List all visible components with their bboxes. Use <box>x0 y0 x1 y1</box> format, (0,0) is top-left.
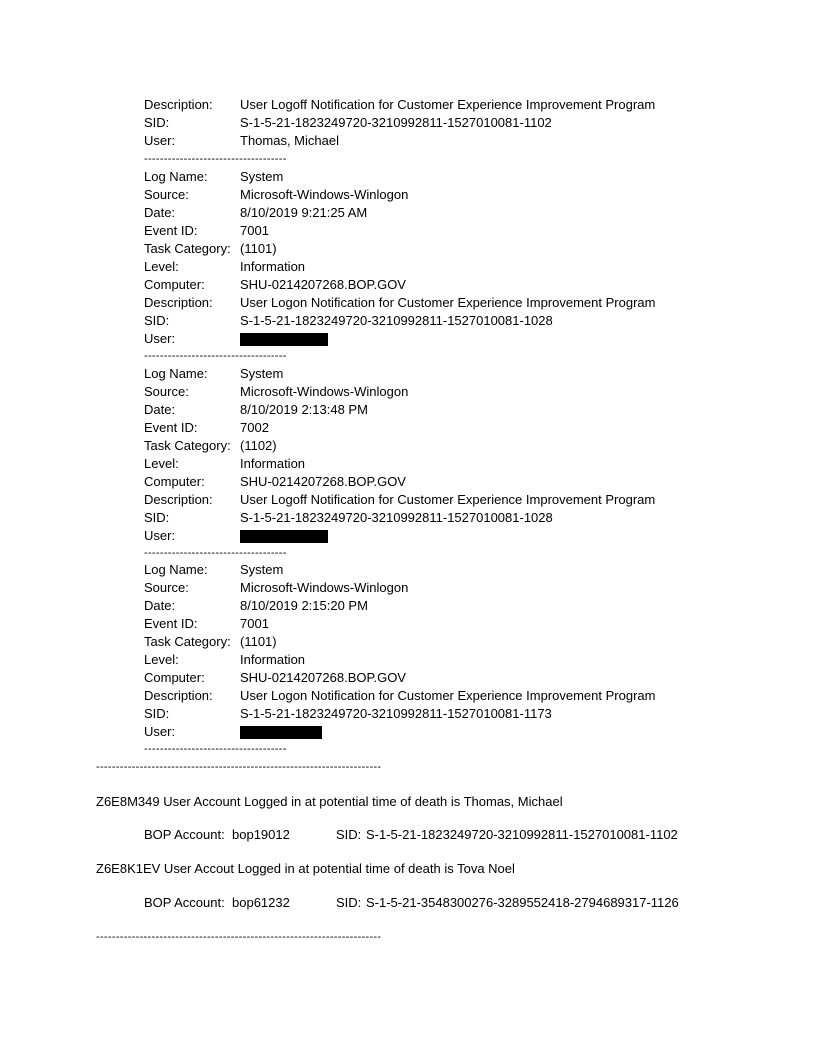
field-value: System <box>240 562 284 577</box>
field-label: Description: <box>144 295 213 310</box>
field-label: User: <box>144 331 176 346</box>
bop-account-value: bop19012 <box>232 827 290 842</box>
field-label: Description: <box>144 97 213 112</box>
field-value: S-1-5-21-1823249720-3210992811-1527010081-1028 <box>240 313 553 328</box>
sid-label: SID: <box>336 895 362 910</box>
record-separator: ------------------------------------ <box>144 547 287 559</box>
field-label: SID: <box>144 510 170 525</box>
field-label: Log Name: <box>144 169 208 184</box>
field-value: 7001 <box>240 616 269 631</box>
field-value: (1102) <box>240 438 277 453</box>
field-value: Information <box>240 259 306 274</box>
field-value: S-1-5-21-1823249720-3210992811-1527010081-1028 <box>240 510 553 525</box>
field-value: 8/10/2019 9:21:25 AM <box>240 205 368 220</box>
field-label: Task Category: <box>144 241 231 256</box>
field-value: Information <box>240 456 306 471</box>
summary-heading: Z6E8M349 User Account Logged in at potential time of death is Thomas, Michael <box>96 794 563 809</box>
bop-account-label: BOP Account: <box>144 895 225 910</box>
field-value: 8/10/2019 2:15:20 PM <box>240 598 368 613</box>
field-label: Source: <box>144 580 189 595</box>
field-value: User Logon Notification for Customer Experience Improvement Program <box>240 688 656 703</box>
bop-account-value: bop61232 <box>232 895 290 910</box>
field-label: Source: <box>144 187 189 202</box>
field-label: Task Category: <box>144 438 231 453</box>
field-label: Level: <box>144 456 179 471</box>
field-value: Thomas, Michael <box>240 133 339 148</box>
summary-heading: Z6E8K1EV User Accout Logged in at potential time of death is Tova Noel <box>96 861 515 876</box>
sid-value: S-1-5-21-1823249720-3210992811-1527010081-1102 <box>366 827 678 842</box>
field-label: SID: <box>144 115 170 130</box>
field-value: S-1-5-21-1823249720-3210992811-1527010081-1102 <box>240 115 552 130</box>
field-label: Source: <box>144 384 189 399</box>
sid-value: S-1-5-21-3548300276-3289552418-2794689317-1126 <box>366 895 679 910</box>
field-value: Microsoft-Windows-Winlogon <box>240 384 409 399</box>
field-label: Event ID: <box>144 223 198 238</box>
field-value: SHU-0214207268.BOP.GOV <box>240 670 406 685</box>
field-value: (1101) <box>240 634 277 649</box>
sid-label: SID: <box>336 827 362 842</box>
field-label: Level: <box>144 652 179 667</box>
redaction-box <box>240 726 322 739</box>
field-label: User: <box>144 133 176 148</box>
field-label: Log Name: <box>144 562 208 577</box>
field-label: Computer: <box>144 277 205 292</box>
redaction-box <box>240 530 328 543</box>
field-value: SHU-0214207268.BOP.GOV <box>240 277 406 292</box>
field-value: Information <box>240 652 306 667</box>
field-label: Level: <box>144 259 179 274</box>
record-separator: ------------------------------------ <box>144 743 287 755</box>
field-value: System <box>240 366 284 381</box>
field-label: User: <box>144 724 176 739</box>
field-value: 7001 <box>240 223 269 238</box>
field-value: User Logon Notification for Customer Experience Improvement Program <box>240 295 656 310</box>
field-label: SID: <box>144 313 170 328</box>
field-label: Log Name: <box>144 366 208 381</box>
field-value: Microsoft-Windows-Winlogon <box>240 187 409 202</box>
redaction-box <box>240 333 328 346</box>
field-label: Computer: <box>144 670 205 685</box>
field-value: 8/10/2019 2:13:48 PM <box>240 402 368 417</box>
section-separator: ------------------------------------------------------------------------ <box>96 761 382 773</box>
section-separator: ------------------------------------------------------------------------ <box>96 931 382 943</box>
field-label: Date: <box>144 402 176 417</box>
field-label: Event ID: <box>144 420 198 435</box>
field-value: (1101) <box>240 241 277 256</box>
field-label: Event ID: <box>144 616 198 631</box>
field-value: User Logoff Notification for Customer Experience Improvement Program <box>240 492 656 507</box>
field-label: Date: <box>144 205 176 220</box>
record-separator: ------------------------------------ <box>144 153 287 165</box>
field-value: 7002 <box>240 420 269 435</box>
field-value: SHU-0214207268.BOP.GOV <box>240 474 406 489</box>
field-label: Description: <box>144 688 213 703</box>
field-value: S-1-5-21-1823249720-3210992811-1527010081-1173 <box>240 706 552 721</box>
field-label: Task Category: <box>144 634 231 649</box>
record-separator: ------------------------------------ <box>144 350 287 362</box>
bop-account-label: BOP Account: <box>144 827 225 842</box>
field-label: User: <box>144 528 176 543</box>
field-label: Date: <box>144 598 176 613</box>
field-label: SID: <box>144 706 170 721</box>
field-label: Description: <box>144 492 213 507</box>
field-value: Microsoft-Windows-Winlogon <box>240 580 409 595</box>
field-label: Computer: <box>144 474 205 489</box>
field-value: System <box>240 169 284 184</box>
field-value: User Logoff Notification for Customer Experience Improvement Program <box>240 97 656 112</box>
